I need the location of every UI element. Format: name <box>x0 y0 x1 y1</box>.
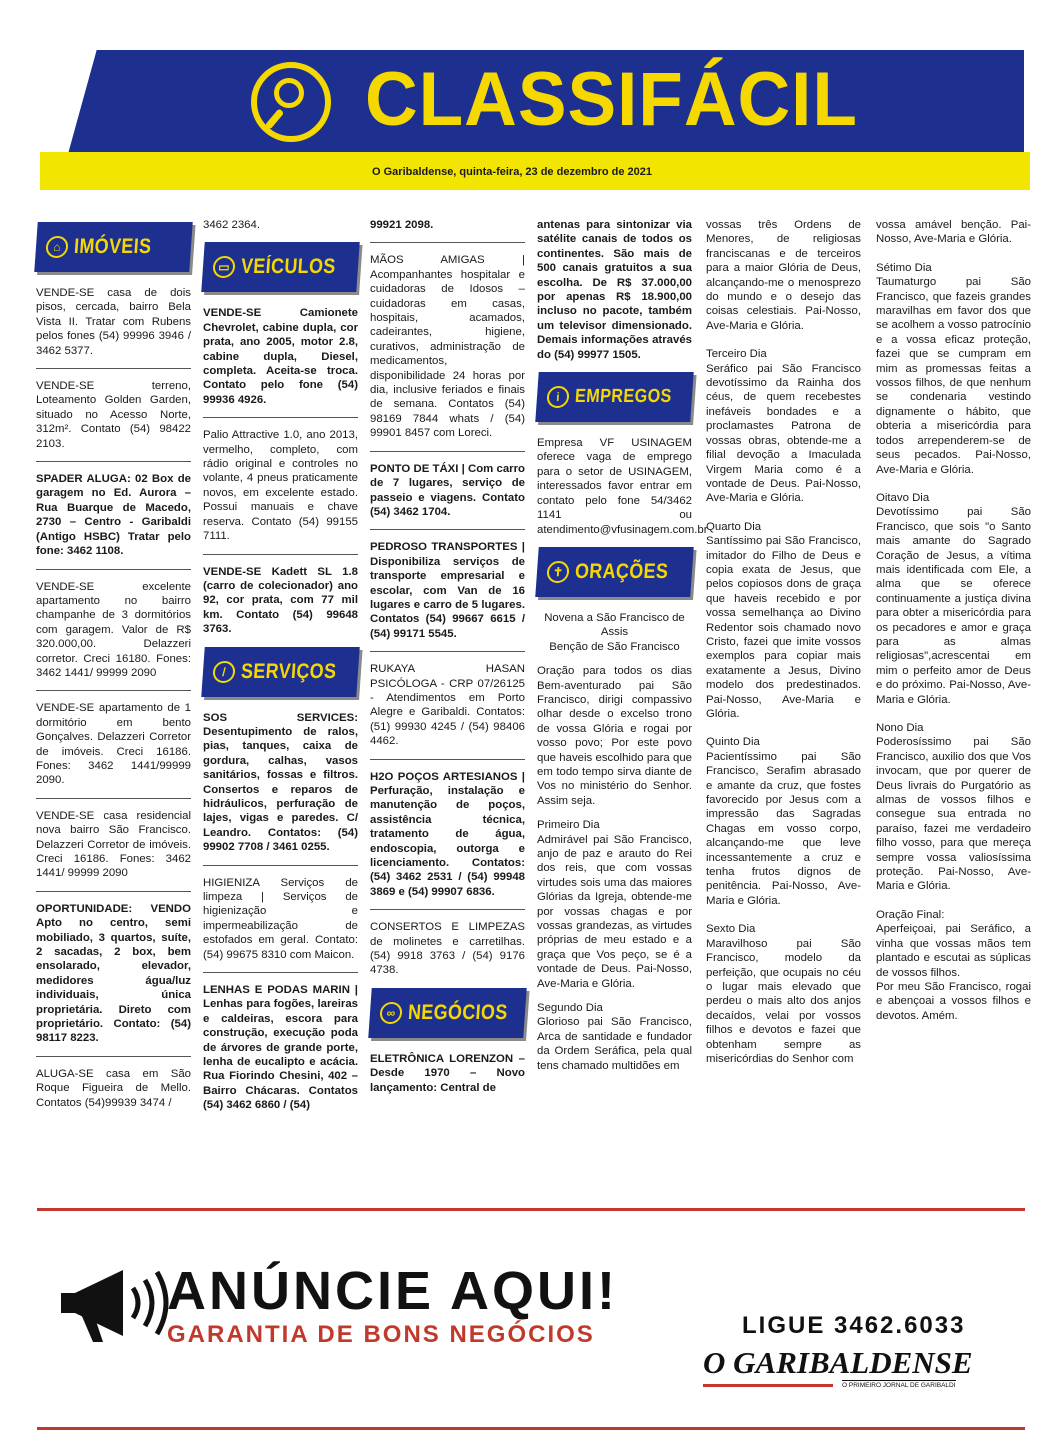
prayer-day-heading: Terceiro Dia <box>706 348 767 361</box>
divider <box>36 461 191 462</box>
prayer-intro: Oração para todos os dias Bem-aventurado pai São Francisco, dirigi compassivo olhar desde o excelso trono de vossa Glória e rogai por vosso povo; Por este povo que haveis escolhido para que em todo tempo sirva diante de Vos no ministério do Senhor. Assim seja. <box>537 665 692 807</box>
divider <box>36 1056 191 1057</box>
banner-bottom-bar <box>37 1427 1025 1430</box>
column-5 <box>706 218 861 1076</box>
ad-banner[interactable] <box>37 1208 1025 1430</box>
divider <box>203 972 358 973</box>
column-2 <box>203 218 358 1123</box>
classified-ad: RUKAYA HASAN PSICÓLOGA - CRP 07/26125 - Atendimentos em Porto Alegre e Garibaldi. Contatos: (51) 99930 4245 / (54) 98406 4462. <box>370 663 525 748</box>
section-oracoes: ✝ ORAÇÕES <box>535 547 693 597</box>
prayer-final-text: Aperfeiçoai, pai Seráfico, a vinha que vossas mãos tem plantado e escutai as súplicas de vossos filhos. <box>876 923 1031 979</box>
brand-title: CLASSIFÁCIL <box>365 57 858 142</box>
classified-ad: CONSERTOS E LIMPEZAS de molinetes e carretilhas. (54) 9918 3763 / (54) 9176 4738. <box>370 921 525 977</box>
divider <box>203 554 358 555</box>
classified-ad: Empresa VF USINAGEM oferece vaga de emprego para o setor de USINAGEM, interessados favor entrar em contato pelo fone 54/3462 1141 ou atendimento@vfusinagem.com.br <box>537 437 708 536</box>
classified-ad-continued: antenas para sintonizar via satélite canais de todos os continentes. São mais de 500 canais gratuitos a sua escolha. De R$ 37.000,00 por apenas R$ 18.900,00 incluso no pacote, também um televisor dimensionado. Demais informações através do (54) 99977 1505. <box>537 219 692 361</box>
classified-ad: Palio Attractive 1.0, ano 2013, vermelho, completo, com rádio original e controles no volante, 4 pneus praticamente novos, em excelente estado. Possui manuais e chave reserva. Contato (54) 99155 7111. <box>203 429 358 543</box>
classified-ad: HIGIENIZA Serviços de limpeza | Serviços de higienização e impermeabilização de estofados em geral. Contato: (54) 99675 8310 com Maicon. <box>203 876 358 961</box>
prayer-day-text: vossa amável benção. Pai-Nosso, Ave-Maria e Glória. <box>876 219 1031 246</box>
column-3 <box>370 218 525 1105</box>
classified-ad: MÃOS AMIGAS | Acompanhantes hospitalar e cuidadoras de Idosos – cuidadoras em casas, hospitais, acamados, cadeirantes, higiene, curativos, administração de medicamentos, disponibilidade 24 horas por dia, inclusive feriados e finais de semana. Contatos (54) 98169 7844 whats / (54) 99901 8457 com Loreci. <box>370 254 525 440</box>
classified-ad: ALUGA-SE casa em São Roque Figueira de Mello. Contatos (54)99939 3474 / <box>36 1067 191 1109</box>
prayer-day-text: vossas três Ordens de Menores, de religiosas franciscanas e de terceiros para a maior Glória de Deus, alcançando-me o menosprezo do mundo e o desejo das coisas celestiais. Pai-Nosso, Ave-Maria e Glória. <box>706 219 861 332</box>
handshake-icon: ∞ <box>379 1002 402 1024</box>
prayer-day-text: Admirável pai São Francisco, anjo de paz e arauto do Rei dos reis, que com vossas virtudes sois uma das maiores Glórias da Igreja, obtende-me por vossas chagas e por vossas grandezas, as virtudes próprias de meu estado e a graça que Vos peço, se é a vontade de Deus. Pai-Nosso, Ave-Maria e Glória. <box>537 833 692 990</box>
prayer-day-text: Taumaturgo pai São Francisco, que fazeis grandes maravilhas em favor dos que se acolhem a vosso patrocínio e a vossa eficaz proteção, fazei que se cumpram em mim as promessas feitas a vossos filhos, de que nenhum se condenaria vestindo dignamente o hábito, que obteria a misericórdia para todos arrependerem-se de seus pecados. Pai-Nosso, Ave-Maria e Glória. <box>876 276 1031 476</box>
magnifier-icon <box>251 62 331 142</box>
section-negocios: ∞ NEGÓCIOS <box>368 988 526 1038</box>
dateline: O Garibaldense, quinta-feira, 23 de dezembro de 2021 <box>372 166 652 178</box>
prayer-day-heading: Sexto Dia <box>706 923 756 936</box>
prayer-day-heading: Nono Dia <box>876 722 924 734</box>
prayer-subtitle: Benção de São Francisco <box>549 640 680 653</box>
column-6 <box>876 218 1031 1033</box>
logo-stripe <box>703 1384 833 1387</box>
classified-ad: SPADER ALUGA: 02 Box de garagem no Ed. Aurora – Rua Buarque de Macedo, 2730 – Centro - Garibaldi (Antigo HSBC) Tratar pelo fone: 3462 1108. <box>36 473 191 558</box>
banner-top-bar <box>37 1208 1025 1211</box>
divider <box>370 909 525 910</box>
divider <box>36 368 191 369</box>
saint-icon: ✝ <box>546 561 570 583</box>
divider <box>36 690 191 691</box>
divider <box>370 529 525 530</box>
column-4 <box>537 218 708 1083</box>
section-servicos: / SERVIÇOS <box>201 647 359 697</box>
prayer-day-heading: Oitavo Dia <box>876 491 930 504</box>
prayer-final-heading: Oração Final: <box>876 908 945 921</box>
classified-ad: VENDE-SE terreno, Loteamento Golden Garden, situado no Acesso Norte, 312m². Contato (54) 98422 2103. <box>36 380 191 450</box>
prayer-day-heading: Quarto Dia <box>706 520 762 533</box>
wrench-icon: / <box>212 661 236 683</box>
divider <box>203 865 358 866</box>
classified-ad: PEDROSO TRANSPORTES | Disponibiliza serviços de transporte empresarial e escolar, com Van de 16 lugares e carro de 5 lugares. Contatos (54) 99667 6615 / (54) 99171 5545. <box>370 541 525 640</box>
divider <box>203 417 358 418</box>
car-icon: ▭ <box>212 256 236 278</box>
classified-ad: VENDE-SE Camionete Chevrolet, cabine dupla, cor prata, ano 2005, motor 2.8, cabine dupla, Diesel, completa. Aceita-se troca. Contato pelo fone (54) 99936 4926. <box>203 307 358 406</box>
prayer-day-heading: Quinto Dia <box>706 736 760 749</box>
divider <box>370 451 525 452</box>
section-imoveis: ⌂ IMÓVEIS <box>34 222 192 272</box>
section-veiculos: ▭ VEÍCULOS <box>201 242 359 292</box>
newspaper-logo-subtitle: O PRIMEIRO JORNAL DE GARIBALDI <box>842 1382 956 1389</box>
classified-ad: VENDE-SE casa residencial nova bairro São Francisco. Delazzeri Corretor de imóveis. Creci 16186. Fones: 3462 1441/ 99999 2090 <box>36 809 191 880</box>
house-icon: ⌂ <box>45 236 69 258</box>
section-empregos: i EMPREGOS <box>535 372 693 422</box>
classified-ad: VENDE-SE excelente apartamento no bairro champanhe de 3 dormitórios com garagem. Valor de R$ 320.000,00. Delazzeri corretor. Creci 16180. Fones: 3462 1441/ 99999 2090 <box>36 580 191 679</box>
classified-ad: H2O POÇOS ARTESIANOS | Perfuração, instalação e manutenção de poços, assistência técnica, tratamento de água, endoscopia, outorga e licenciamento. Contatos: (54) 3462 2531 / (54) 99948 3869 e (54) 99907 6836. <box>370 770 525 898</box>
classified-ad: OPORTUNIDADE: VENDO Apto no centro, semi mobiliado, 3 quartos, suíte, 2 sacadas, 2 box, bem ensolarado, elevador, medidores água/luz individuais, única proprietária. Direto com proprietário. Contato: (54) 98117 8223. <box>36 902 191 1045</box>
prayer-day-text: Maravilhoso pai São Francisco, modelo da perfeição, que ocupais no céu o lugar mais elevado que perdeu o mais alto dos anjos decaídos, velai por vossos filhos e devotos e fazei que obtenham sempre as misericórdias do Senhor com <box>706 937 861 1065</box>
banner-headline: ANÚNCIE AQUI! <box>167 1261 618 1321</box>
newspaper-logo: O GARIBALDENSE <box>703 1345 973 1380</box>
prayer-day-text: Seráfico pai São Francisco devotíssimo da Rainha dos céus, de quem recebestes inefáveis bondades e a proclamastes Patrona de vossas obras, obtende-me a filial devoção a Imaculada Virgem Maria como é a vontade de Deus. Pai-Nosso, Ave-Maria e Glória. <box>706 362 861 505</box>
classified-ad: VENDE-SE Kadett SL 1.8 (carro de colecionador) ano 92, cor prata, com 77 mil km. Contato (54) 99648 3763. <box>203 565 358 636</box>
classified-ad: ELETRÔNICA LORENZON – Desde 1970 – Novo lançamento: Central de <box>370 1052 525 1094</box>
prayer-day-text: Devotíssimo pai São Francisco, que sois "o Santo mais amante do Sagrado Coração de Jesus, a vítima mais identificada com Ele, a alma que se oferece continuamente a justiça divina para obter a misericórdia para os pecadores e amor e graça para as almas religiosas",acrescentai em mim o perfeito amor de Deus e do próximo. Pai-Nosso, Ave-Maria e Glória. <box>876 506 1031 706</box>
column-1 <box>36 218 191 1120</box>
classified-ad: VENDE-SE casa de dois pisos, cercada, bairro Bela Vista II. Tratar com Rubens pelos fones (54) 99996 3946 / 3462 5377. <box>36 287 191 357</box>
prayer-day-heading: Primeiro Dia <box>537 819 600 832</box>
classified-ad: SOS SERVICES: Desentupimento de ralos, pias, tanques, caixa de gordura, calhas, vasos sanitários, fossas e filtros. Consertos e reparos de hidráulicos, perfuração de lajes, vigas e paredes. C/ Leandro. Contatos: (54) 99902 7708 / 3461 0255. <box>203 711 358 854</box>
prayer-day-text: Santíssimo pai São Francisco, imitador do Filho de Deus e copia exata de Jesus, que pelos copiosos dons de graça que haveis recebido e por vossa semelhança ao Divino Redentor sois chamado novo Cristo, fazei que imite vossos exemplos para copiar mais exatamente a Jesus, Divino modelo dos predestinados. Pai-Nosso, Ave-Maria e Glória. <box>706 535 861 720</box>
divider <box>370 242 525 243</box>
divider <box>370 759 525 760</box>
divider <box>36 798 191 799</box>
banner-tagline: GARANTIA DE BONS NEGÓCIOS <box>167 1321 595 1348</box>
divider <box>36 569 191 570</box>
prayer-day-text: Glorioso pai São Francisco, Arca de santidade e fundador da Ordem Seráfica, pela qual tens chamado multidões em <box>537 1016 692 1072</box>
divider <box>370 651 525 652</box>
prayer-day-text: Poderosíssimo pai São Francisco, auxilio dos que Vos invocam, que por querer de Deus livrais do Purgatório as almas de vossos filhos e consegue sua entrada no paraíso, fazei me verdadeiro filho vosso, para que mereça sempre vossa valiosíssima proteção. Pai-Nosso, Ave-Maria e Glória. <box>876 736 1031 893</box>
prayer-day-heading: Segundo Dia <box>537 1002 603 1015</box>
classified-ad-continued: 3462 2364. <box>203 219 261 231</box>
prayer-day-heading: Sétimo Dia <box>876 261 932 274</box>
classified-ad: PONTO DE TÁXI | Com carro de 7 lugares, serviço de passeio e viagens. Contato (54) 3462 1704. <box>370 462 525 518</box>
prayer-day-text: Pacientíssimo pai São Francisco, Serafim abrasado e amante da cruz, que fostes favorecido por Jesus com a impressão das Sagradas Chagas em vosso corpo, alcançando-me que leve incessantemente a cruz e tenha frutos dignos de penitência. Pai-Nosso, Ave-Maria e Glória. <box>706 750 861 907</box>
banner-phone: LIGUE 3462.6033 <box>742 1312 966 1339</box>
classified-ad: VENDE-SE apartamento de 1 dormitório em bento Gonçalves. Delazzeri Corretor de imóveis. Creci 16186. Fones: 3462 1441/99999 2090. <box>36 702 191 787</box>
prayer-title: Novena a São Francisco de Assis <box>544 611 685 639</box>
divider <box>36 891 191 892</box>
prayer-final-text: Por meu São Francisco, rogai e abençoai a vossos filhos e devotos. Amém. <box>876 980 1031 1022</box>
classified-ad-continued: 99921 2098. <box>370 219 434 231</box>
megaphone-icon <box>53 1258 173 1348</box>
person-icon: i <box>546 386 570 408</box>
classified-ad: LENHAS E PODAS MARIN | Lenhas para fogões, lareiras e caldeiras, escora para construção, execução poda de árvores de grande porte, lenha de eucalipto e acácia. Rua Fiorindo Chesini, 402 – Bairro Chácaras. Contatos (54) 3462 6860 / (54) <box>203 984 358 1112</box>
